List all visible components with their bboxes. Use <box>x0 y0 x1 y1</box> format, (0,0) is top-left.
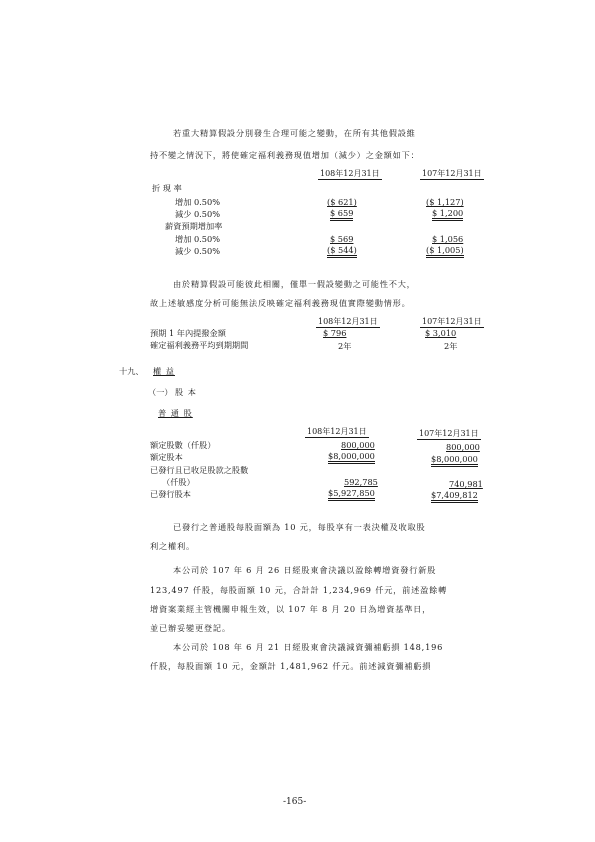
para4-line-3: 增資案業經主管機關申報生效，以 107 年 8 月 20 日為增資基準日， <box>150 604 432 614</box>
t2-row-label: 預期 1 年內提撥金額 <box>150 328 226 338</box>
t3-row-label: 已發行且已收足股款之股數 <box>150 465 249 475</box>
sens-row-value: ($ 1,005) <box>426 246 464 258</box>
t3-row-label: 已發行股本 <box>150 489 191 499</box>
para4-line-4: 並已辦妥變更登記。 <box>150 623 231 633</box>
para3-line-1: 已發行之普通股每股面額為 10 元，每股享有一表決權及收取股 <box>173 522 426 532</box>
subsection-number: （一） <box>148 387 173 397</box>
subsubsection-title: 普 通 股 <box>158 408 193 418</box>
t2-row-label: 確定福利義務平均到期期間 <box>150 340 249 350</box>
intro-line-2: 持不變之情況下，將使確定福利義務現值增加（減少）之金額如下： <box>150 150 420 160</box>
sens-row-value: $ 659 <box>330 209 353 221</box>
t3-row-value: 592,785 <box>344 477 378 487</box>
t2-col-header-2019: 108年12月31日 <box>318 317 378 326</box>
section-title: 權 益 <box>153 366 175 376</box>
t2-row-value: $ 3,010 <box>425 328 457 338</box>
t2-row-value: 2年 <box>444 341 458 351</box>
sens-row-label: 減少 0.50% <box>175 209 220 219</box>
t3-row-value: $7,409,812 <box>431 491 478 503</box>
para2-line-2: 故上述敏感度分析可能無法反映確定福利義務現值實際變動情形。 <box>150 298 411 308</box>
t3-row-label: 額定股本 <box>150 452 183 462</box>
t2-row-value: $ 796 <box>323 328 347 338</box>
sens-row-label: 薪資預期增加率 <box>165 221 223 231</box>
t3-row-value: 740,981 <box>449 479 483 489</box>
sens-row-label: 增加 0.50% <box>175 197 220 207</box>
para5-line-1: 本公司於 108 年 6 月 21 日經股東會決議減資彌補虧損 148,196 <box>173 642 444 652</box>
sens-col-header-2018: 107年12月31日 <box>422 169 482 178</box>
t3-row-label: 額定股數（仟股） <box>150 440 216 450</box>
para3-line-2: 利之權利。 <box>150 541 195 551</box>
section-number: 十九、 <box>119 366 144 376</box>
sens-row-label: 折 現 率 <box>152 183 182 193</box>
sens-col-header-2019: 108年12月31日 <box>320 169 380 178</box>
para4-line-1: 本公司於 107 年 6 月 26 日經股東會決議以盈餘轉增資發行新股 <box>173 565 437 575</box>
t3-row-value: 800,000 <box>341 440 375 450</box>
sens-row-value: ($ 544) <box>327 246 357 258</box>
sens-row-value: $ 1,200 <box>432 209 463 221</box>
sens-row-label: 減少 0.50% <box>175 246 220 256</box>
t3-col-header-2018: 107年12月31日 <box>419 429 479 438</box>
para2-line-1: 由於精算假設可能彼此相關，僅單一假設變動之可能性不大， <box>173 279 416 289</box>
t2-col-header-2018: 107年12月31日 <box>422 317 482 326</box>
sens-row-value: ($ 1,127) <box>426 197 464 207</box>
t3-row-value: 800,000 <box>446 442 480 452</box>
sens-row-value: $ 569 <box>330 234 354 244</box>
sens-row-label: 增加 0.50% <box>175 234 220 244</box>
t3-row-value: $5,927,850 <box>328 489 375 501</box>
t2-row-value: 2年 <box>338 341 352 351</box>
para4-line-2: 123,497 仟股，每股面額 10 元，合計計 1,234,969 仟元，前述盈餘轉 <box>150 585 448 595</box>
para5-line-2: 仟股，每股面額 10 元，金額計 1,481,962 仟元。前述減資彌補虧損 <box>150 661 432 671</box>
sens-row-value: $ 1,056 <box>432 234 464 244</box>
t3-row-value: $8,000,000 <box>328 452 375 464</box>
t3-row-label: （仟股） <box>162 477 195 487</box>
t3-col-header-2019: 108年12月31日 <box>307 427 367 436</box>
t3-row-value: $8,000,000 <box>431 455 478 467</box>
subsection-title: 股 本 <box>175 387 197 397</box>
intro-line-1: 若重大精算假設分別發生合理可能之變動，在所有其他假設維 <box>173 128 416 138</box>
page-number: -165- <box>283 797 307 807</box>
sens-row-value: ($ 621) <box>327 197 357 207</box>
